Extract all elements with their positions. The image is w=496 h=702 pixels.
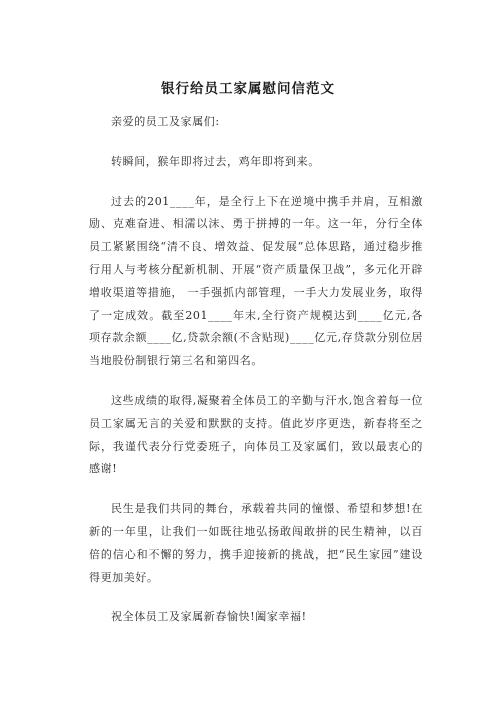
opening-paragraph: 转瞬间，猴年即将过去，鸡年即将到来。	[111, 154, 320, 168]
review-paragraph: 过去的201____年，是全行上下在逆境中携手并肩，互相激励、克难奋进、相濡以沫、勇于拼搏的一年。这一年，分行全体员工紧紧围绕“清不良、增效益、促发展”总体思路，通过稳步推行用人与考核分配新机制、开展“资产质量保卫战”，多元化开辟增收渠道等措施， 一手强抓内部管理，一手大力发展业务，取得了一定成效。截至201____年末,全行资产规模达到____亿元,各项存款余额____亿,贷款余额(不含贴现)____亿元,存贷款分别位居当地股份制银行第三名和第四名。	[89, 194, 423, 368]
greeting-paragraph: 亲爱的员工及家属们:	[111, 115, 220, 128]
letter-body	[89, 111, 423, 629]
wishes-paragraph: 祝全体员工及家属新春愉快!阖家幸福!	[111, 610, 307, 624]
thanks-paragraph: 这些成绩的取得,凝聚着全体员工的辛勤与汗水,饱含着每一位员工家属无言的关爱和默默的支持。值此岁序更迭，新春将至之际，我谨代表分行党委班子，向体员工及家属们，致以最衷心的感谢!	[89, 393, 423, 476]
document-title: 银行给员工家属慰问信范文	[161, 81, 335, 97]
outlook-paragraph: 民生是我们共同的舞台，承载着共同的憧憬、希望和梦想!在新的一年里，让我们一如既往地弘扬敢闯敢拼的民生精神，以百倍的信心和不懈的努力，携手迎接新的挑战，把“民生家园”建设得更加美好。	[89, 502, 423, 584]
